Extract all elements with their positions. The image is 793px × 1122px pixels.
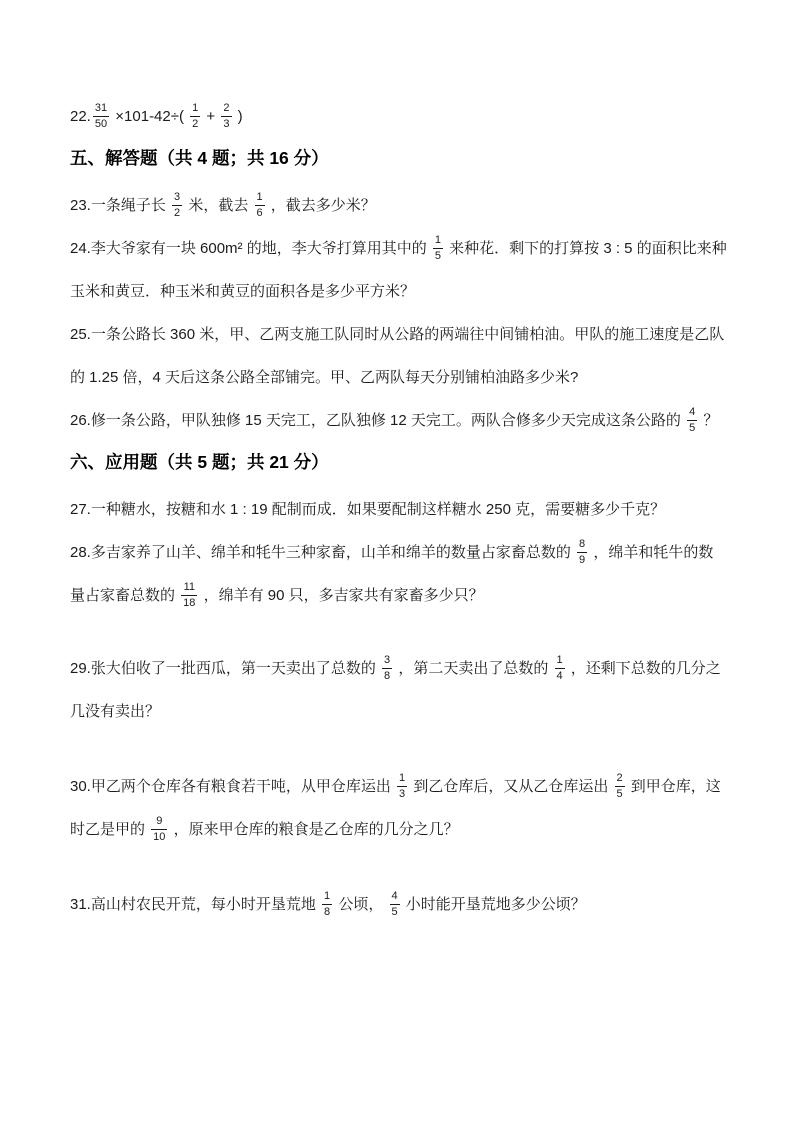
fraction-numerator: 1 [556, 653, 563, 666]
fraction [322, 890, 332, 918]
problem-30 [70, 765, 727, 851]
problem-text: 31.高山村农民开荒，每小时开垦荒地 [70, 896, 321, 913]
fraction-denominator: 4 [556, 669, 563, 682]
problem-text: 28.多吉家养了山羊、绵羊和牦牛三种家畜，山羊和绵羊的数量占家畜总数的 [70, 544, 576, 561]
problem-text: ？ [699, 412, 719, 429]
problem-text: 米，截去 [184, 197, 253, 214]
fraction-numerator: 3 [174, 190, 181, 203]
fraction-denominator: 2 [192, 117, 199, 130]
fraction [577, 538, 587, 566]
fraction-denominator: 5 [689, 421, 696, 434]
problem-text: 到甲仓库，这时乙是甲的 [70, 778, 721, 838]
problem-text: 公顷， [334, 896, 388, 913]
fraction-numerator: 2 [223, 101, 230, 114]
problem-text: 到乙仓库后，又从乙仓库运出 [409, 778, 613, 795]
problem-text: ，还剩下总数的几分之几没有卖出？ [70, 660, 721, 720]
fraction-denominator: 9 [579, 553, 586, 566]
problem-text: 30.甲乙两个仓库各有粮食若干吨，从甲仓库运出 [70, 778, 396, 795]
problem-23 [70, 184, 727, 227]
fraction [555, 654, 565, 682]
fraction-denominator: 5 [434, 249, 441, 262]
fraction-numerator: 8 [579, 537, 586, 550]
problem-text: 小时能开垦荒地多少公顷？ [401, 896, 586, 913]
fraction [615, 772, 625, 800]
fraction-denominator: 8 [324, 905, 331, 918]
problem-text: ，绵羊和牦牛的数量占家畜总数的 [70, 544, 714, 604]
fraction-denominator: 8 [384, 669, 391, 682]
fraction-denominator: 6 [256, 206, 263, 219]
fraction-numerator: 11 [183, 580, 195, 593]
fraction [255, 191, 265, 219]
fraction [181, 581, 197, 609]
problem-28 [70, 531, 727, 617]
fraction-denominator: 5 [616, 787, 623, 800]
problem-22 [70, 95, 727, 138]
fraction [172, 191, 182, 219]
fraction-denominator: 18 [183, 596, 196, 609]
fraction [390, 890, 400, 918]
fraction-numerator: 1 [399, 771, 406, 784]
fraction-numerator: 3 [384, 653, 391, 666]
problem-text: 来种花．剩下的打算按 3 : 5 的面积比来种玉米和黄豆．种玉米和黄豆的面积各是多少平方米？ [70, 240, 727, 300]
fraction [190, 102, 200, 130]
fraction-denominator: 3 [399, 787, 406, 800]
section-heading: 五、解答题（共 4 题；共 16 分） [70, 148, 329, 168]
problem-29 [70, 647, 727, 733]
fraction [397, 772, 407, 800]
fraction-numerator: 2 [616, 771, 623, 784]
fraction [433, 234, 443, 262]
fraction-numerator: 1 [434, 233, 441, 246]
fraction-denominator: 2 [174, 206, 181, 219]
fraction [687, 406, 697, 434]
fraction-denominator: 50 [94, 117, 108, 130]
problem-text: 25.一条公路长 360 米，甲、乙两支施工队同时从公路的两端往中间铺柏油。甲队的施工速度是乙队的 1.25 倍，4 天后这条公路全部铺完。甲、乙两队每天分别铺柏油路多少米? [70, 326, 725, 386]
problem-31 [70, 883, 727, 926]
fraction-numerator: 1 [256, 190, 263, 203]
problem-text: + [202, 108, 220, 125]
problem-text: 26.修一条公路，甲队独修 15 天完工，乙队独修 12 天完工。两队合修多少天完成这条公路的 [70, 412, 686, 429]
fraction-denominator: 10 [153, 830, 166, 843]
worksheet-content [70, 95, 727, 926]
problem-text: 27.一种糖水，按糖和水 1 : 19 配制而成．如果要配制这样糖水 250 克，需要糖多少千克？ [70, 501, 666, 518]
problem-text: 22. [70, 108, 91, 125]
fraction-numerator: 4 [391, 889, 398, 902]
problem-27 [70, 488, 727, 531]
problem-25 [70, 313, 727, 399]
fraction [151, 815, 167, 843]
problem-26 [70, 399, 727, 442]
fraction-numerator: 1 [192, 101, 199, 114]
section-heading: 六、应用题（共 5 题；共 21 分） [70, 452, 329, 472]
fraction [382, 654, 392, 682]
problem-text: 29.张大伯收了一批西瓜，第一天卖出了总数的 [70, 660, 381, 677]
fraction-denominator: 3 [223, 117, 230, 130]
fraction-numerator: 1 [324, 889, 331, 902]
fraction-numerator: 4 [689, 405, 696, 418]
problem-text: 24.李大爷家有一块 600m² 的地，李大爷打算用其中的 [70, 240, 431, 257]
problem-text: ×101-42÷( [111, 108, 189, 125]
fraction [93, 102, 109, 130]
problem-text: ，截去多少米？ [266, 197, 376, 214]
fraction-numerator: 31 [94, 101, 108, 114]
problem-text: ，原来甲仓库的粮食是乙仓库的几分之几？ [169, 821, 459, 838]
problem-text: 23.一条绳子长 [70, 197, 171, 214]
problem-text: ，第二天卖出了总数的 [394, 660, 553, 677]
fraction-denominator: 5 [391, 905, 398, 918]
problem-text: ) [233, 108, 243, 125]
fraction-numerator: 9 [156, 814, 163, 827]
problem-text: ，绵羊有 90 只，多吉家共有家畜多少只？ [199, 587, 484, 604]
problem-24 [70, 227, 727, 313]
fraction [221, 102, 231, 130]
